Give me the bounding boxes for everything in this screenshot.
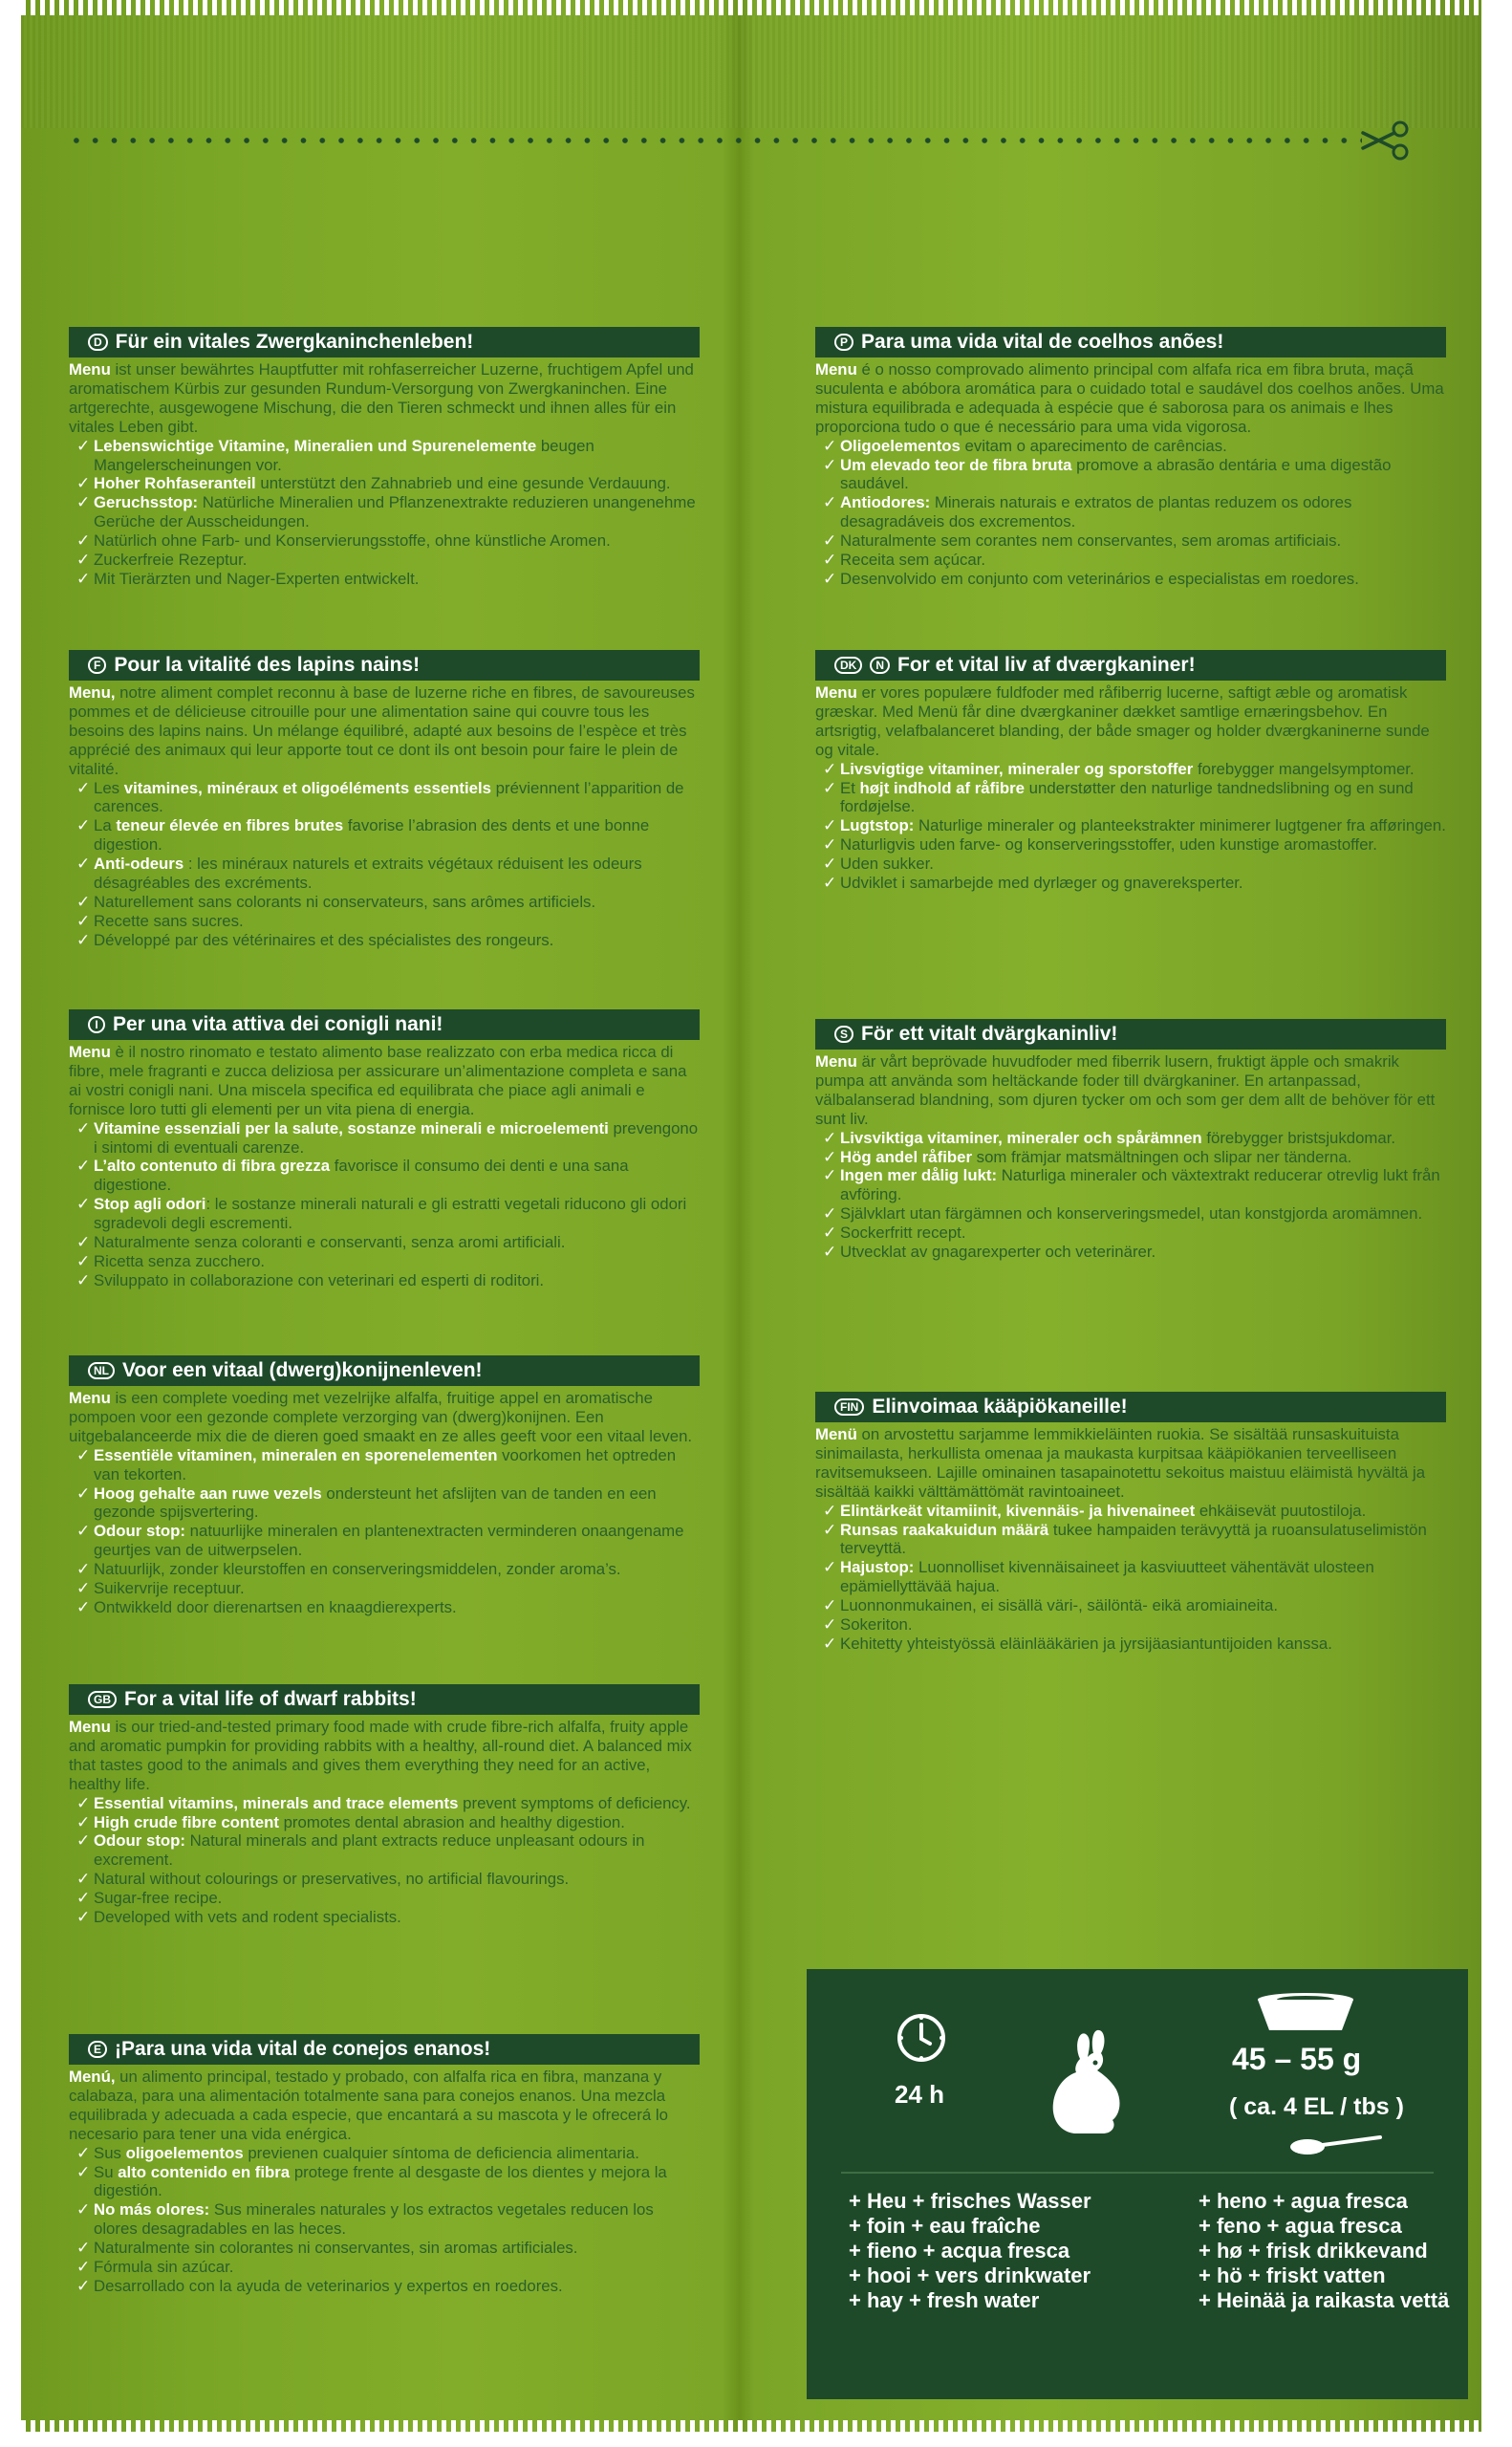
benefit-text: förebygger bristsjukdomar. [1201, 1128, 1396, 1147]
benefit-text: Desarrollado con la ayuda de veterinarios y expertos en roedores. [94, 2276, 563, 2295]
section-body [815, 1050, 1446, 1262]
feeding-panel [807, 1969, 1468, 2399]
brand-name: Menu [69, 1389, 111, 1407]
benefit-item [69, 2144, 700, 2163]
benefit-text: Uden sukker. [840, 855, 934, 874]
language-section [815, 1019, 1446, 1262]
intro-paragraph [815, 1052, 1446, 1129]
spoon-icon [1288, 2133, 1384, 2156]
intro-paragraph [69, 683, 700, 779]
country-code-badge: I [88, 1016, 105, 1033]
brand-name: Menu, [69, 683, 116, 702]
section-header [815, 1019, 1446, 1050]
benefit-text: favorise l’abrasion des dents et une bonne digestion. [94, 816, 650, 855]
section-body [69, 357, 700, 589]
benefit-text: Naturellement sans colorants ni conservateurs, sans arômes artificiels. [94, 892, 596, 911]
language-section [815, 1392, 1446, 1654]
benefit-prefix: Les [94, 778, 124, 797]
tear-line [67, 138, 1362, 143]
benefit-highlight: alto contenido en fibra [118, 2162, 291, 2181]
section-body [69, 2065, 700, 2296]
benefit-text: ondersteunt het afslijten van de tanden en een gezonde spijsvertering. [94, 1483, 657, 1522]
spoons-label: ( ca. 4 EL / tbs ) [1229, 2093, 1404, 2120]
section-body [69, 1715, 700, 1927]
benefit-item [69, 1579, 700, 1598]
benefit-text: Sviluppato in collaborazione con veterinari ed esperti di roditori. [94, 1270, 545, 1289]
benefit-text: Receita sem açúcar. [840, 551, 986, 570]
water-line: + hay + fresh water [849, 2288, 1040, 2312]
benefit-highlight: Odour stop: [94, 1831, 186, 1851]
section-title: Elinvoimaa kääpiökaneille! [872, 1396, 1128, 1418]
language-section [69, 1009, 700, 1290]
intro-paragraph [815, 1425, 1446, 1502]
brand-name: Menú, [69, 2068, 116, 2086]
benefit-highlight: højt indhold af råfibre [859, 778, 1025, 797]
benefit-item [815, 551, 1446, 570]
benefit-item [69, 1794, 700, 1813]
country-code-badge: FIN [834, 1398, 864, 1416]
benefit-text: Luonnonmukainen, ei sisällä väri-, säilöntä- eikä aromiaineita. [840, 1596, 1279, 1615]
bottom-serration [21, 2420, 1481, 2432]
benefit-item [69, 1831, 700, 1870]
benefit-text: Luonnolliset kivennäisaineet ja kasviuutteet vähentävät ulosteen epämiellyttävää hajua. [840, 1558, 1374, 1596]
benefit-text: Sockerfritt recept. [840, 1224, 966, 1243]
benefit-text: Mit Tierärzten und Nager-Experten entwickelt. [94, 569, 420, 588]
benefit-highlight: Hög andel råfiber [840, 1147, 973, 1166]
benefit-text: unterstützt den Zahnabrieb und eine gesunde Verdauung. [255, 474, 671, 493]
benefit-highlight: Vitamine essenziali per la salute, sostanze minerali e microelementi [94, 1118, 609, 1137]
section-header [69, 650, 700, 681]
benefit-item [69, 2239, 700, 2258]
benefit-item [69, 2258, 700, 2277]
water-line: + hö + friskt vatten [1199, 2263, 1386, 2287]
benefit-item [69, 2277, 700, 2296]
benefit-item [815, 1558, 1446, 1596]
benefit-item [69, 779, 700, 817]
benefit-item [815, 1596, 1446, 1615]
benefit-text: Kehitetty yhteistyössä eläinlääkärien ja jyrsijäasiantuntijoiden kanssa. [840, 1634, 1332, 1653]
benefit-highlight: Runsas raakakuidun määrä [840, 1520, 1049, 1539]
section-body [69, 1386, 700, 1617]
section-title: Para uma vida vital de coelhos anões! [861, 331, 1224, 353]
water-line: + hooi + vers drinkwater [849, 2263, 1091, 2287]
benefit-text: préviennent l’apparition de carences. [94, 778, 684, 816]
benefit-prefix: Sus [94, 2143, 126, 2162]
country-code-badge: E [88, 2041, 107, 2058]
scissors-icon [1359, 119, 1413, 162]
benefit-highlight: oligoelementos [125, 2143, 244, 2162]
brand-name: Menu [815, 683, 857, 702]
benefit-text: evitam o aparecimento de carências. [960, 436, 1227, 455]
benefit-item [815, 1204, 1446, 1224]
benefit-highlight: Hajustop: [840, 1558, 915, 1577]
section-title: Pour la vitalité des lapins nains! [114, 654, 421, 676]
benefit-text: Développé par des vétérinaires et des spécialistes des rongeurs. [94, 930, 554, 949]
time-label: 24 h [895, 2080, 945, 2109]
benefit-text: Natuurlijk, zonder kleurstoffen en conserveringsmiddelen, zonder aroma’s. [94, 1560, 621, 1579]
brand-name: Menu [69, 360, 111, 379]
section-body [815, 681, 1446, 893]
benefit-item [815, 570, 1446, 589]
section-title: För ett vitalt dvärgkaninliv! [861, 1023, 1118, 1045]
country-code-badge: D [88, 334, 108, 351]
benefit-item [815, 779, 1446, 817]
country-code-badge: NL [88, 1362, 115, 1379]
benefit-item [815, 874, 1446, 893]
benefit-item [815, 1502, 1446, 1521]
benefit-text: beugen Mangelerscheinungen vor. [94, 436, 594, 474]
intro-paragraph [815, 360, 1446, 437]
benefit-item [815, 835, 1446, 855]
benefit-text: Naturalmente senza coloranti e conservanti, senza aromi artificiali. [94, 1233, 566, 1252]
section-header [69, 327, 700, 357]
benefit-highlight: Um elevado teor de fibra bruta [840, 455, 1072, 474]
benefit-item [69, 493, 700, 531]
section-header [69, 1355, 700, 1386]
intro-text: notre aliment complet reconnu à base de luzerne riche en fibres, de savoureuses pommes et de délicieuse citrouille pour une alimentation saine qui couvre tous les besoins des lapins nains. Un mélange équilibré, adapté aux besoins de l’espèce et très apprécié des animaux qui leur apporte tout ce dont ils ont besoin pour faire le plein de vitalité. [69, 683, 695, 778]
intro-text: er vores populære fuldfoder med råfiberrig lucerne, saftigt æble og aromatisk græskar. Med Menü får dine dværgkaniner dækket samtlige ernæringsbehov. En artsrigtig, velafbalanceret blanding, der både smager og holder dværgkaninerne sunde og vitale. [815, 683, 1430, 759]
benefit-item [69, 1446, 700, 1484]
benefit-item [69, 855, 700, 893]
benefit-text: Natürliche Mineralien und Pflanzenextrakte reduzieren unangenehme Gerüche der Ausscheidungen. [94, 493, 696, 531]
top-serration [21, 0, 1481, 15]
benefit-list [69, 437, 700, 589]
intro-text: ist unser bewährtes Hauptfutter mit rohfaserreicher Luzerne, fruchtigem Apfel und aromatischem Kürbis zur gesunden Rundum-Versorgung von Zwergkaninchen. Eine artgerechte, ausgewogene Mischung, die den Tieren schmeckt und ihnen alles für ein vitales Leben gibt. [69, 360, 694, 436]
section-body [815, 1422, 1446, 1654]
benefit-text: Naturligvis uden farve- og konserveringsstoffer, uden kunstige aromastoffer. [840, 835, 1377, 855]
benefit-text: Utvecklat av gnagarexperter och veterinärer. [840, 1243, 1156, 1262]
brand-name: Menu [69, 1718, 111, 1736]
language-section [69, 2034, 700, 2296]
brand-name: Menu [69, 1043, 111, 1061]
benefit-item [815, 855, 1446, 874]
top-seal [21, 15, 1481, 128]
benefit-text: tukee hampaiden terävyyttä ja ruoansulatuselimistön terveyttä. [840, 1520, 1427, 1558]
benefit-text: : le sostanze minerali naturali e gli estratti vegetali riducono gli odori sgradevoli degli escrementi. [94, 1195, 687, 1233]
benefit-item [69, 931, 700, 950]
benefit-item [815, 456, 1446, 494]
country-code-badge: GB [88, 1691, 117, 1708]
intro-text: on arvostettu sarjamme lemmikkieläinten ruokia. Se sisältää runsaskuituista sinimailasta, herkullista omenaa ja maukasta kurpitsaa kääpiökanien terveelliseen ravitsemukseen. Lajille ominainen tasapainotettu sekoitus maistuu eläimistä hyvältä ja sisältää kaikki välttämättömät ravintoaineet. [815, 1425, 1426, 1501]
language-section [815, 327, 1446, 589]
brand-name: Menu [815, 360, 857, 379]
benefit-text: promove a abrasão dentária e uma digestão saudável. [840, 455, 1392, 493]
benefit-item [69, 1598, 700, 1617]
country-code-badge: F [88, 657, 106, 674]
benefit-text: protege frente al desgaste de los dientes y mejora la digestión. [94, 2162, 667, 2200]
benefit-item [69, 1195, 700, 1233]
benefit-item [69, 531, 700, 551]
benefit-highlight: Livsvigtige vitaminer, mineraler og sporstoffer [840, 759, 1194, 778]
benefit-item [69, 1484, 700, 1523]
benefit-item [69, 1522, 700, 1560]
benefit-highlight: Livsviktiga vitaminer, mineraler och spårämnen [840, 1128, 1202, 1147]
country-code-badge: N [870, 657, 890, 674]
intro-paragraph [69, 2068, 700, 2144]
benefit-item [69, 1813, 700, 1832]
benefit-text: previenen cualquier síntoma de deficiencia alimentaria. [243, 2143, 639, 2162]
benefit-text: Natürlich ohne Farb- und Konservierungsstoffe, ohne künstliche Aromen. [94, 531, 611, 551]
section-title: Per una vita attiva dei conigli nani! [113, 1013, 443, 1035]
section-title: ¡Para una vida vital de conejos enanos! [115, 2038, 491, 2060]
benefit-highlight: Geruchsstop: [94, 493, 199, 512]
water-line: + hø + frisk drikkevand [1199, 2239, 1428, 2263]
benefit-item [69, 1560, 700, 1579]
benefit-text: favorisce il consumo dei denti e una sana digestione. [94, 1157, 629, 1195]
benefit-item [815, 816, 1446, 835]
water-line: + foin + eau fraîche [849, 2214, 1041, 2238]
benefit-item [69, 1119, 700, 1158]
benefit-list [69, 779, 700, 950]
language-section [69, 1684, 700, 1927]
benefit-highlight: teneur élevée en fibres brutes [116, 816, 344, 835]
intro-text: is our tried-and-tested primary food made with crude fibre-rich alfalfa, fruity apple and aromatic pumpkin for providing rabbits with a healthy, all-round diet. A balanced mix that tastes good to the animals and gives them everything they need for an active, healthy life. [69, 1718, 692, 1793]
benefit-text: Minerais naturais e extratos de plantas reduzem os odores desagradáveis dos excrementos. [840, 493, 1352, 531]
section-header [815, 650, 1446, 681]
water-line: + fieno + acqua fresca [849, 2239, 1070, 2263]
benefit-text: Naturalmente sin colorantes ni conservantes, sin aromas artificiales. [94, 2239, 578, 2258]
benefit-item [69, 1271, 700, 1290]
intro-paragraph [69, 360, 700, 437]
benefit-item [69, 551, 700, 570]
benefit-prefix: Su [94, 2162, 119, 2181]
benefit-text: voorkomen het optreden van tekorten. [94, 1445, 677, 1483]
benefit-text: Developed with vets and rodent specialists. [94, 1908, 401, 1927]
benefit-text: promotes dental abrasion and healthy digestion. [278, 1812, 625, 1831]
benefit-item [69, 1233, 700, 1252]
benefit-text: : les minéraux naturels et extraits végétaux réduisent les odeurs désagréables des excréments. [94, 855, 642, 893]
benefit-text: Fórmula sin azúcar. [94, 2258, 234, 2277]
benefit-item [69, 2163, 700, 2201]
language-section [69, 1355, 700, 1617]
benefit-highlight: Essentiële vitaminen, mineralen en sporenelementen [94, 1445, 498, 1464]
benefit-text: Sokeriton. [840, 1615, 913, 1635]
benefit-text: Natural minerals and plant extracts reduce unpleasant odours in excrement. [94, 1831, 645, 1870]
benefit-text: ehkäisevät puutostiloja. [1195, 1501, 1367, 1520]
bowl-icon [1250, 1990, 1361, 2036]
benefit-text: Naturlige mineraler og planteekstrakter minimerer lugtgener fra afføringen. [914, 816, 1446, 835]
intro-text: är vårt beprövade huvudfoder med fiberrik lusern, fruktigt äpple och smakrik pumpa att använda som heltäckande foder till dvärgkaniner. En artanpassad, välbalanserad blandning, som djuren tycker om och som ger dem allt de behöver för ett sunt liv. [815, 1052, 1436, 1128]
benefit-text: understøtter den naturlige tandnedslibning og en sund fordøjelse. [840, 778, 1414, 816]
benefit-text: natuurlijke mineralen en plantenextracten verminderen onaangename geurtjes van de uitwerpselen. [94, 1522, 684, 1560]
brand-name: Menu [815, 1052, 857, 1071]
section-title: For a vital life of dwarf rabbits! [124, 1688, 417, 1710]
intro-paragraph [69, 1043, 700, 1119]
section-header [69, 1009, 700, 1040]
country-code-badge: P [834, 334, 853, 351]
benefit-text: som främjar matsmältningen och slipar ner tänderna. [972, 1147, 1352, 1166]
benefit-item [69, 474, 700, 493]
intro-paragraph [69, 1718, 700, 1794]
benefit-text: prevengono i sintomi di eventuali carenze. [94, 1118, 699, 1157]
benefit-text: prevent symptoms of deficiency. [458, 1793, 691, 1812]
benefit-highlight: Anti-odeurs [94, 855, 184, 874]
benefit-text: Sus minerales naturales y los extractos vegetales reducen los olores desagradables en las heces. [94, 2200, 654, 2239]
intro-text: è il nostro rinomato e testato alimento base realizzato con erba medica ricca di fibre, mele fragranti e zucca deliziosa per assicurare un’alimentazione completa e sana ai vostri conigli nani. Una miscela specifica ed equilibrata che piace agli animali e fornisce loro tutti gli elementi per un vita piena di energia. [69, 1043, 687, 1118]
benefit-highlight: Essential vitamins, minerals and trace elements [94, 1793, 459, 1812]
benefit-highlight: vitamines, minéraux et oligoéléments essentiels [123, 778, 491, 797]
benefit-text: Naturliga mineraler och växtextrakt reducerar otrevlig lukt från avföring. [840, 1166, 1440, 1204]
section-header [815, 1392, 1446, 1422]
intro-text: is een complete voeding met vezelrijke alfalfa, fruitige appel en aromatische pompoen voor een gezonde complete verzorging van (dwerg)konijnen. Een uitgebalanceerde mix die de dieren goed smaakt en ze alles geeft voor een vitaal leven. [69, 1389, 693, 1445]
benefit-item [69, 1157, 700, 1195]
benefit-highlight: Hoher Rohfaseranteil [94, 474, 256, 493]
benefit-text: Självklart utan färgämnen och konserveringsmedel, utan konstgjorda aromämnen. [840, 1204, 1423, 1224]
water-line: + heno + agua fresca [1199, 2189, 1408, 2213]
benefit-item [69, 1870, 700, 1889]
benefit-highlight: Antiodores: [840, 493, 931, 512]
benefit-text: Naturalmente sem corantes nem conservantes, sem aromas artificiais. [840, 531, 1342, 551]
benefit-item [815, 437, 1446, 456]
benefit-item [815, 1224, 1446, 1243]
benefit-highlight: Lebenswichtige Vitamine, Mineralien und Spurenelemente [94, 436, 537, 455]
benefit-text: Ontwikkeld door dierenartsen en knaagdierexperts. [94, 1597, 457, 1616]
section-title: For et vital liv af dværgkaniner! [897, 654, 1196, 676]
brand-name: Menü [815, 1425, 857, 1443]
benefit-text: Recette sans sucres. [94, 911, 244, 930]
benefit-item [69, 816, 700, 855]
benefit-highlight: Hoog gehalte aan ruwe vezels [94, 1483, 322, 1503]
water-list-right [1199, 2189, 1449, 2313]
benefit-text: Sugar-free recipe. [94, 1889, 223, 1908]
section-title: Voor een vitaal (dwerg)konijnenleven! [122, 1359, 483, 1381]
benefit-item [69, 1252, 700, 1271]
benefit-highlight: High crude fibre content [94, 1812, 279, 1831]
benefit-item [69, 1889, 700, 1908]
benefit-text: Suikervrije receptuur. [94, 1579, 245, 1598]
water-line: + feno + agua fresca [1199, 2214, 1402, 2238]
benefit-highlight: Ingen mer dålig lukt: [840, 1166, 998, 1185]
benefit-item [815, 1521, 1446, 1559]
water-list-left [849, 2189, 1091, 2313]
benefit-list [815, 760, 1446, 893]
benefit-item [69, 437, 700, 475]
benefit-highlight: Lugtstop: [840, 816, 915, 835]
benefit-item [815, 493, 1446, 531]
benefit-list [69, 1794, 700, 1927]
intro-paragraph [815, 683, 1446, 760]
country-code-badge: DK [834, 657, 862, 674]
benefit-highlight: Stop agli odori [94, 1195, 206, 1214]
benefit-text: Ricetta senza zucchero. [94, 1251, 266, 1270]
intro-paragraph [69, 1389, 700, 1446]
benefit-item [815, 1166, 1446, 1204]
benefit-text: forebygger mangelsymptomer. [1193, 759, 1415, 778]
benefit-item [815, 1129, 1446, 1148]
panel-divider [841, 2172, 1434, 2174]
country-code-badge: S [834, 1026, 853, 1043]
benefit-prefix: Et [840, 778, 860, 797]
benefit-list [69, 1119, 700, 1290]
benefit-highlight: Odour stop: [94, 1522, 186, 1541]
benefit-list [69, 2144, 700, 2296]
benefit-item [815, 1243, 1446, 1262]
benefit-item [69, 893, 700, 912]
benefit-item [69, 1908, 700, 1927]
intro-text: é o nosso comprovado alimento principal com alfafa rica em fibra bruta, maçã suculenta e abóbora aromática para o cuidado total e saudável dos coelhos anões. Uma mistura equilibrada e adequada à espécie que é saborosa para os animais e lhes proporciona tudo o que é necessário para uma vida vigorosa. [815, 360, 1444, 436]
benefit-item [815, 531, 1446, 551]
water-line: + Heu + frisches Wasser [849, 2189, 1091, 2213]
benefit-highlight: L’alto contenuto di fibra grezza [94, 1157, 331, 1176]
benefit-highlight: Elintärkeät vitamiinit, kivennäis- ja hivenaineet [840, 1501, 1196, 1520]
water-line: + Heinää ja raikasta vettä [1199, 2288, 1450, 2312]
benefit-item [815, 760, 1446, 779]
section-header [69, 1684, 700, 1715]
benefit-list [69, 1446, 700, 1617]
benefit-text: Udviklet i samarbejde med dyrlæger og gnavereksperter. [840, 874, 1243, 893]
benefit-item [815, 1148, 1446, 1167]
language-section [69, 327, 700, 589]
section-body [815, 357, 1446, 589]
benefit-text: Natural without colourings or preservatives, no artificial flavourings. [94, 1870, 570, 1889]
benefit-highlight: No más olores: [94, 2200, 210, 2220]
grams-label: 45 – 55 g [1232, 2042, 1362, 2076]
benefit-list [815, 1129, 1446, 1262]
benefit-list [815, 1502, 1446, 1654]
section-body [69, 1040, 700, 1290]
benefit-item [815, 1615, 1446, 1635]
benefit-highlight: Oligoelementos [840, 436, 961, 455]
benefit-text: Desenvolvido em conjunto com veterinários e especialistas em roedores. [840, 569, 1359, 588]
intro-text: un alimento principal, testado y probado, con alfalfa rica en fibra, manzana y calabaza, para una alimentación totalmente sana para conejos enanos. Una mezcla equilibrada y adecuada a cada especie, que encantará a su mascota y le ofrecerá lo necesario para tener una vida enérgica. [69, 2068, 668, 2143]
benefit-text: Zuckerfreie Rezeptur. [94, 551, 248, 570]
section-body [69, 681, 700, 950]
language-section [815, 650, 1446, 893]
benefit-prefix: La [94, 816, 117, 835]
benefit-item [815, 1635, 1446, 1654]
language-section [69, 650, 700, 950]
clock-icon [896, 2013, 946, 2063]
benefit-item [69, 2200, 700, 2239]
benefit-item [69, 570, 700, 589]
section-header [815, 327, 1446, 357]
benefit-item [69, 912, 700, 931]
benefit-list [815, 437, 1446, 589]
section-title: Für ein vitales Zwergkaninchenleben! [115, 331, 474, 353]
section-header [69, 2034, 700, 2065]
rabbit-icon [1036, 2026, 1132, 2141]
